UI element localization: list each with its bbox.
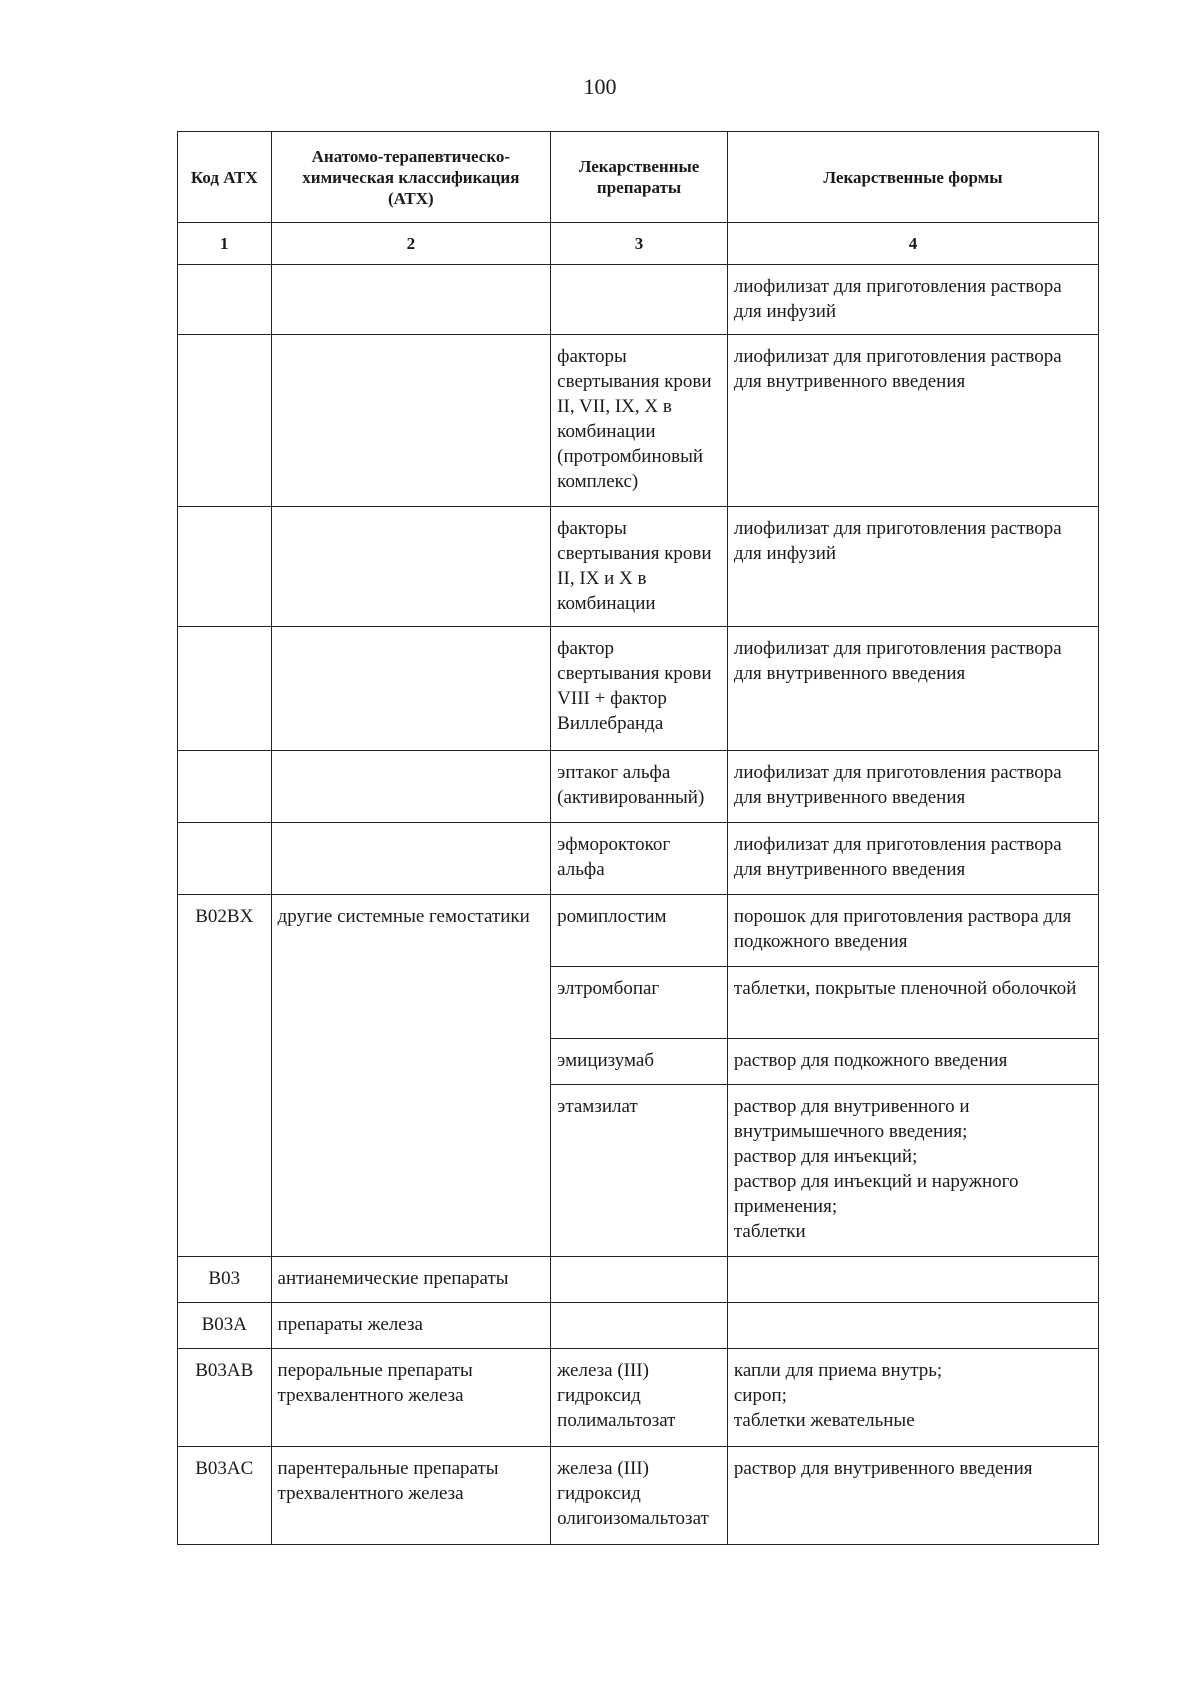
table-row (178, 1447, 1099, 1545)
atc-code: B03AC (178, 1447, 272, 1545)
atc-class (271, 823, 551, 895)
table-row (178, 751, 1099, 823)
drug-name: ромиплостим (551, 895, 728, 967)
atc-class: другие системные гемостатики (271, 895, 551, 1257)
drug-name: эфмороктоког альфа (551, 823, 728, 895)
table-row (178, 823, 1099, 895)
drug-name: элтромбопаг (551, 967, 728, 1039)
dosage-forms: лиофилизат для приготовления раствора для внутривенного введения (727, 335, 1098, 507)
atc-code: B03AB (178, 1349, 272, 1447)
drug-name: факторы свертывания крови II, VII, IX, X в комбинации (протромбиновый комплекс) (551, 335, 728, 507)
column-index-row (178, 223, 1099, 265)
table-row (178, 1349, 1099, 1447)
column-index: 4 (727, 223, 1098, 265)
drug-name: железа (III) гидроксид полимальтозат (551, 1349, 728, 1447)
drug-name: фактор свертывания крови VIII + фактор Виллебранда (551, 627, 728, 751)
table-row (178, 1257, 1099, 1303)
table-row (178, 507, 1099, 627)
header-atc-classification: Анатомо-терапевтическо-химическая классификация (АТХ) (271, 132, 551, 223)
drug-name (551, 265, 728, 335)
atc-class (271, 265, 551, 335)
dosage-forms: капли для приема внутрь; сироп; таблетки жевательные (727, 1349, 1098, 1447)
drug-name (551, 1257, 728, 1303)
atc-drug-table (177, 131, 1099, 1545)
dosage-forms (727, 1257, 1098, 1303)
dosage-forms: лиофилизат для приготовления раствора для инфузий (727, 265, 1098, 335)
drug-name: факторы свертывания крови II, IX и X в комбинации (551, 507, 728, 627)
atc-code (178, 627, 272, 751)
dosage-forms: лиофилизат для приготовления раствора для внутривенного введения (727, 751, 1098, 823)
atc-code: B03A (178, 1303, 272, 1349)
drug-name: эптаког альфа (активированный) (551, 751, 728, 823)
header-dosage-forms: Лекарственные формы (727, 132, 1098, 223)
header-drugs: Лекарственные препараты (551, 132, 728, 223)
column-index: 3 (551, 223, 728, 265)
table-row (178, 627, 1099, 751)
atc-class (271, 751, 551, 823)
dosage-forms: таблетки, покрытые пленочной оболочкой (727, 967, 1098, 1039)
drug-name: этамзилат (551, 1085, 728, 1257)
drug-name: эмицизумаб (551, 1039, 728, 1085)
atc-class: препараты железа (271, 1303, 551, 1349)
atc-code (178, 265, 272, 335)
atc-class (271, 335, 551, 507)
dosage-forms: раствор для подкожного введения (727, 1039, 1098, 1085)
table-row (178, 895, 1099, 967)
dosage-forms: раствор для внутривенного введения (727, 1447, 1098, 1545)
atc-class: антианемические препараты (271, 1257, 551, 1303)
atc-class: парентеральные препараты трехвалентного железа (271, 1447, 551, 1545)
dosage-forms: лиофилизат для приготовления раствора для внутривенного введения (727, 627, 1098, 751)
atc-code (178, 823, 272, 895)
table-row (178, 335, 1099, 507)
drug-name: железа (III) гидроксид олигоизомальтозат (551, 1447, 728, 1545)
atc-code: B02BX (178, 895, 272, 1257)
dosage-forms: лиофилизат для приготовления раствора для инфузий (727, 507, 1098, 627)
atc-class (271, 627, 551, 751)
page-number: 100 (583, 74, 617, 99)
dosage-forms (727, 1303, 1098, 1349)
atc-code (178, 335, 272, 507)
atc-class (271, 507, 551, 627)
dosage-forms: раствор для внутривенного и внутримышечного введения; раствор для инъекций; раствор для инъекций и наружного применения; таблетки (727, 1085, 1098, 1257)
atc-code (178, 507, 272, 627)
atc-code: B03 (178, 1257, 272, 1303)
dosage-forms: лиофилизат для приготовления раствора для внутривенного введения (727, 823, 1098, 895)
table-row (178, 265, 1099, 335)
drug-name (551, 1303, 728, 1349)
atc-class: пероральные препараты трехвалентного железа (271, 1349, 551, 1447)
column-index: 2 (271, 223, 551, 265)
table-header-row (178, 132, 1099, 223)
atc-code (178, 751, 272, 823)
dosage-forms: порошок для приготовления раствора для подкожного введения (727, 895, 1098, 967)
column-index: 1 (178, 223, 272, 265)
table-row (178, 1303, 1099, 1349)
header-atc-code: Код АТХ (178, 132, 272, 223)
